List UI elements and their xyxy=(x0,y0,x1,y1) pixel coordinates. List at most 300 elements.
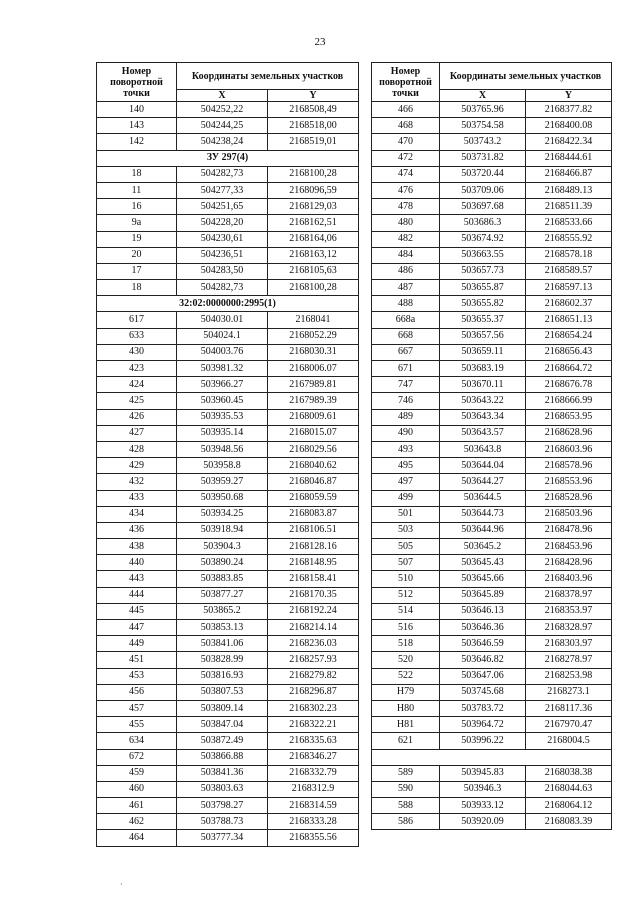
point-number-cell: 9а xyxy=(97,215,177,231)
point-number-cell: 444 xyxy=(97,587,177,603)
table-row xyxy=(97,490,359,506)
y-coordinate-cell: 2168029.56 xyxy=(268,441,359,457)
x-coordinate-cell: 503663.55 xyxy=(440,247,526,263)
x-coordinate-cell: 503643.34 xyxy=(440,409,526,425)
point-number-cell: 438 xyxy=(97,539,177,555)
coordinates-header: Координаты земельных участков xyxy=(440,63,612,90)
y-coordinate-cell: 2168478.96 xyxy=(526,522,612,538)
y-coordinate-cell: 2168555.92 xyxy=(526,231,612,247)
point-number-cell: 747 xyxy=(372,377,440,393)
x-coordinate-cell: 503807.53 xyxy=(177,684,268,700)
x-coordinate-cell: 503655.37 xyxy=(440,312,526,328)
point-number-cell: 482 xyxy=(372,231,440,247)
x-coordinate-cell: 503644.27 xyxy=(440,474,526,490)
y-coordinate-cell: 2167989.39 xyxy=(268,393,359,409)
x-coordinate-cell: 503670.11 xyxy=(440,377,526,393)
point-number-cell: 428 xyxy=(97,441,177,457)
x-coordinate-cell: 503645.43 xyxy=(440,555,526,571)
x-coordinate-cell: 503841.06 xyxy=(177,636,268,652)
x-coordinate-cell: 503877.27 xyxy=(177,587,268,603)
x-coordinate-cell: 503841.36 xyxy=(177,765,268,781)
table-row xyxy=(97,247,359,263)
table-row xyxy=(97,215,359,231)
point-number-cell: 633 xyxy=(97,328,177,344)
y-coordinate-cell: 2168578.96 xyxy=(526,458,612,474)
y-coordinate-cell: 2168346.27 xyxy=(268,749,359,765)
table-row xyxy=(372,636,612,652)
point-number-cell: 499 xyxy=(372,490,440,506)
table-row xyxy=(97,652,359,668)
x-coordinate-cell: 503765.96 xyxy=(440,102,526,118)
section-title: ЗУ 297(4) xyxy=(97,150,359,166)
point-number-cell: 667 xyxy=(372,344,440,360)
x-coordinate-cell: 503745.68 xyxy=(440,684,526,700)
point-number-cell: 478 xyxy=(372,199,440,215)
table-body-left xyxy=(97,102,359,847)
point-number-cell: 507 xyxy=(372,555,440,571)
table-row xyxy=(97,458,359,474)
y-coordinate-cell: 2168328.97 xyxy=(526,620,612,636)
y-coordinate-cell: 2168106.51 xyxy=(268,522,359,538)
x-coordinate-cell: 503743.2 xyxy=(440,134,526,150)
point-number-cell: 672 xyxy=(97,749,177,765)
table-row xyxy=(97,587,359,603)
y-coordinate-cell: 2168597.13 xyxy=(526,280,612,296)
table-row xyxy=(97,668,359,684)
point-number-cell: 474 xyxy=(372,166,440,182)
table-body-right xyxy=(372,102,612,830)
x-coordinate-cell: 503996.22 xyxy=(440,733,526,749)
table-row xyxy=(372,474,612,490)
x-coordinate-cell: 503935.14 xyxy=(177,425,268,441)
table-row xyxy=(97,118,359,134)
point-number-cell: 436 xyxy=(97,522,177,538)
table-row xyxy=(97,765,359,781)
point-number-cell: 487 xyxy=(372,280,440,296)
table-row xyxy=(97,377,359,393)
point-number-cell: 501 xyxy=(372,506,440,522)
y-coordinate-cell: 2168314.59 xyxy=(268,798,359,814)
point-number-header: Номер поворотной точки xyxy=(97,63,177,102)
y-coordinate-cell: 2168164,06 xyxy=(268,231,359,247)
point-number-cell: 490 xyxy=(372,425,440,441)
point-number-cell: 468 xyxy=(372,118,440,134)
x-coordinate-cell: 503646.59 xyxy=(440,636,526,652)
x-coordinate-cell: 503890.24 xyxy=(177,555,268,571)
table-row xyxy=(97,522,359,538)
y-coordinate-cell: 2168038.38 xyxy=(526,765,612,781)
x-coordinate-cell: 504003.76 xyxy=(177,344,268,360)
x-coordinate-cell: 503964.72 xyxy=(440,717,526,733)
empty-row xyxy=(372,749,612,765)
point-number-cell: 493 xyxy=(372,441,440,457)
empty-cell xyxy=(372,749,612,765)
point-number-cell: 447 xyxy=(97,620,177,636)
table-row xyxy=(97,814,359,830)
y-coordinate-cell: 2168059.59 xyxy=(268,490,359,506)
y-coordinate-cell: 2168403.96 xyxy=(526,571,612,587)
table-row xyxy=(372,150,612,166)
x-coordinate-cell: 503683.19 xyxy=(440,361,526,377)
point-number-cell: 142 xyxy=(97,134,177,150)
point-number-cell: 472 xyxy=(372,150,440,166)
section-row xyxy=(97,296,359,312)
y-coordinate-cell: 2168651.13 xyxy=(526,312,612,328)
table-row xyxy=(97,603,359,619)
x-coordinate-cell: 504283,50 xyxy=(177,263,268,279)
point-number-cell: 434 xyxy=(97,506,177,522)
table-row xyxy=(97,474,359,490)
point-number-cell: 588 xyxy=(372,798,440,814)
table-row xyxy=(372,490,612,506)
x-coordinate-cell: 503647.06 xyxy=(440,668,526,684)
point-number-cell: 516 xyxy=(372,620,440,636)
point-number-cell: 671 xyxy=(372,361,440,377)
table-row xyxy=(372,700,612,716)
y-coordinate-cell: 2168422.34 xyxy=(526,134,612,150)
y-coordinate-cell: 2168214.14 xyxy=(268,620,359,636)
x-header: X xyxy=(177,90,268,102)
point-number-cell: 445 xyxy=(97,603,177,619)
point-number-cell: 427 xyxy=(97,425,177,441)
x-coordinate-cell: 504244,25 xyxy=(177,118,268,134)
x-coordinate-cell: 503935.53 xyxy=(177,409,268,425)
y-coordinate-cell: 2168162,51 xyxy=(268,215,359,231)
table-row xyxy=(372,814,612,830)
y-coordinate-cell: 2168553.96 xyxy=(526,474,612,490)
table-row xyxy=(97,798,359,814)
x-coordinate-cell: 503866.88 xyxy=(177,749,268,765)
x-coordinate-cell: 503686.3 xyxy=(440,215,526,231)
y-coordinate-cell: 2168236.03 xyxy=(268,636,359,652)
table-row xyxy=(97,312,359,328)
x-coordinate-cell: 504030.01 xyxy=(177,312,268,328)
y-coordinate-cell: 2168041 xyxy=(268,312,359,328)
table-row xyxy=(372,247,612,263)
table-row xyxy=(97,506,359,522)
table-row xyxy=(97,409,359,425)
x-coordinate-cell: 503777.34 xyxy=(177,830,268,846)
x-coordinate-cell: 503934.25 xyxy=(177,506,268,522)
table-row xyxy=(372,328,612,344)
x-coordinate-cell: 503933.12 xyxy=(440,798,526,814)
point-number-cell: 495 xyxy=(372,458,440,474)
table-row xyxy=(372,441,612,457)
y-coordinate-cell: 2168192.24 xyxy=(268,603,359,619)
table-row xyxy=(372,344,612,360)
point-number-cell: 460 xyxy=(97,781,177,797)
point-number-cell: 423 xyxy=(97,361,177,377)
x-coordinate-cell: 503904.3 xyxy=(177,539,268,555)
table-row xyxy=(97,684,359,700)
x-coordinate-cell: 503847.04 xyxy=(177,717,268,733)
y-coordinate-cell: 2168333.28 xyxy=(268,814,359,830)
point-number-cell: 488 xyxy=(372,296,440,312)
table-row xyxy=(97,393,359,409)
x-coordinate-cell: 503960.45 xyxy=(177,393,268,409)
x-coordinate-cell: 503788.73 xyxy=(177,814,268,830)
table-row xyxy=(97,555,359,571)
point-number-cell: 451 xyxy=(97,652,177,668)
point-number-cell: 476 xyxy=(372,182,440,198)
y-coordinate-cell: 2168083.87 xyxy=(268,506,359,522)
table-row xyxy=(372,296,612,312)
y-coordinate-cell: 2168302.23 xyxy=(268,700,359,716)
table-row xyxy=(372,765,612,781)
point-number-cell: 440 xyxy=(97,555,177,571)
y-coordinate-cell: 2168519,01 xyxy=(268,134,359,150)
table-row xyxy=(97,830,359,846)
table-row xyxy=(97,166,359,182)
table-row xyxy=(372,717,612,733)
x-coordinate-cell: 503645.66 xyxy=(440,571,526,587)
x-coordinate-cell: 503966.27 xyxy=(177,377,268,393)
point-number-cell: 20 xyxy=(97,247,177,263)
x-coordinate-cell: 503646.82 xyxy=(440,652,526,668)
y-coordinate-cell: 2168163,12 xyxy=(268,247,359,263)
x-coordinate-cell: 503853.13 xyxy=(177,620,268,636)
x-coordinate-cell: 503646.13 xyxy=(440,603,526,619)
point-number-cell: 456 xyxy=(97,684,177,700)
y-coordinate-cell: 2168676.78 xyxy=(526,377,612,393)
point-number-cell: 621 xyxy=(372,733,440,749)
table-row xyxy=(97,134,359,150)
table-row xyxy=(372,134,612,150)
table-row xyxy=(97,441,359,457)
table-row xyxy=(97,733,359,749)
table-row xyxy=(372,312,612,328)
point-number-cell: 586 xyxy=(372,814,440,830)
y-coordinate-cell: 2168044.63 xyxy=(526,781,612,797)
point-number-cell: 11 xyxy=(97,182,177,198)
x-coordinate-cell: 503674.92 xyxy=(440,231,526,247)
x-coordinate-cell: 503803.63 xyxy=(177,781,268,797)
table-row xyxy=(97,361,359,377)
x-coordinate-cell: 503644.5 xyxy=(440,490,526,506)
point-number-cell: 143 xyxy=(97,118,177,134)
y-coordinate-cell: 2168444.61 xyxy=(526,150,612,166)
y-coordinate-cell: 2168654.24 xyxy=(526,328,612,344)
point-number-cell: 746 xyxy=(372,393,440,409)
x-header: X xyxy=(440,90,526,102)
point-number-cell: 466 xyxy=(372,102,440,118)
point-number-cell: 590 xyxy=(372,781,440,797)
point-number-cell: 18 xyxy=(97,166,177,182)
y-coordinate-cell: 2168489.13 xyxy=(526,182,612,198)
y-coordinate-cell: 2168046.87 xyxy=(268,474,359,490)
y-coordinate-cell: 2168158.41 xyxy=(268,571,359,587)
table-row xyxy=(97,749,359,765)
point-number-cell: 520 xyxy=(372,652,440,668)
y-coordinate-cell: 2168656.43 xyxy=(526,344,612,360)
y-coordinate-cell: 2168428.96 xyxy=(526,555,612,571)
table-row xyxy=(372,652,612,668)
point-number-cell: Н80 xyxy=(372,700,440,716)
table-row xyxy=(97,182,359,198)
table-row xyxy=(372,425,612,441)
x-coordinate-cell: 504282,73 xyxy=(177,280,268,296)
table-row xyxy=(372,587,612,603)
y-coordinate-cell: 2168533.66 xyxy=(526,215,612,231)
table-row xyxy=(97,425,359,441)
table-row xyxy=(372,781,612,797)
y-coordinate-cell: 2168312.9 xyxy=(268,781,359,797)
table-row xyxy=(372,522,612,538)
point-number-cell: 459 xyxy=(97,765,177,781)
point-number-cell: 16 xyxy=(97,199,177,215)
x-coordinate-cell: 503981.32 xyxy=(177,361,268,377)
point-number-cell: 462 xyxy=(97,814,177,830)
table-row xyxy=(372,733,612,749)
y-header: Y xyxy=(526,90,612,102)
table-row xyxy=(97,700,359,716)
table-row xyxy=(372,280,612,296)
y-coordinate-cell: 2168355.56 xyxy=(268,830,359,846)
point-number-cell: 140 xyxy=(97,102,177,118)
y-coordinate-cell: 2168335.63 xyxy=(268,733,359,749)
x-coordinate-cell: 503646.36 xyxy=(440,620,526,636)
y-coordinate-cell: 2168117.36 xyxy=(526,700,612,716)
table-row xyxy=(97,636,359,652)
y-coordinate-cell: 2168040.62 xyxy=(268,458,359,474)
y-coordinate-cell: 2168466.87 xyxy=(526,166,612,182)
y-coordinate-cell: 2168128.16 xyxy=(268,539,359,555)
x-coordinate-cell: 504228,20 xyxy=(177,215,268,231)
x-coordinate-cell: 503655.87 xyxy=(440,280,526,296)
point-number-cell: 19 xyxy=(97,231,177,247)
table-row xyxy=(97,263,359,279)
point-number-cell: 503 xyxy=(372,522,440,538)
table-row xyxy=(97,539,359,555)
y-header: Y xyxy=(268,90,359,102)
table-row xyxy=(372,555,612,571)
point-number-cell: 432 xyxy=(97,474,177,490)
point-number-cell: 634 xyxy=(97,733,177,749)
y-coordinate-cell: 2168503.96 xyxy=(526,506,612,522)
point-number-header: Номер поворотной точки xyxy=(372,63,440,102)
point-number-cell: 455 xyxy=(97,717,177,733)
x-coordinate-cell: 503643.57 xyxy=(440,425,526,441)
y-coordinate-cell: 2168378.97 xyxy=(526,587,612,603)
point-number-cell: 480 xyxy=(372,215,440,231)
point-number-cell: 429 xyxy=(97,458,177,474)
x-coordinate-cell: 504230,61 xyxy=(177,231,268,247)
table-row xyxy=(372,539,612,555)
point-number-cell: 443 xyxy=(97,571,177,587)
y-coordinate-cell: 2168100,28 xyxy=(268,280,359,296)
point-number-cell: 617 xyxy=(97,312,177,328)
section-title: 32:02:0000000:2995(1) xyxy=(97,296,359,312)
y-coordinate-cell: 2168096,59 xyxy=(268,182,359,198)
section-row xyxy=(97,150,359,166)
x-coordinate-cell: 503798.27 xyxy=(177,798,268,814)
point-number-cell: Н79 xyxy=(372,684,440,700)
y-coordinate-cell: 2168253.98 xyxy=(526,668,612,684)
table-row xyxy=(372,571,612,587)
table-row xyxy=(372,377,612,393)
y-coordinate-cell: 2167970.47 xyxy=(526,717,612,733)
point-number-cell: 589 xyxy=(372,765,440,781)
table-row xyxy=(372,263,612,279)
x-coordinate-cell: 504236,51 xyxy=(177,247,268,263)
x-coordinate-cell: 504238,24 xyxy=(177,134,268,150)
point-number-cell: 457 xyxy=(97,700,177,716)
point-number-cell: 449 xyxy=(97,636,177,652)
y-coordinate-cell: 2168009.61 xyxy=(268,409,359,425)
table-row xyxy=(372,506,612,522)
y-coordinate-cell: 2168129,03 xyxy=(268,199,359,215)
x-coordinate-cell: 503828.99 xyxy=(177,652,268,668)
y-coordinate-cell: 2168453.96 xyxy=(526,539,612,555)
point-number-cell: 470 xyxy=(372,134,440,150)
point-number-cell: 514 xyxy=(372,603,440,619)
table-row xyxy=(372,199,612,215)
y-coordinate-cell: 2168518,00 xyxy=(268,118,359,134)
x-coordinate-cell: 503865.2 xyxy=(177,603,268,619)
y-coordinate-cell: 2168015.07 xyxy=(268,425,359,441)
y-coordinate-cell: 2168004.5 xyxy=(526,733,612,749)
y-coordinate-cell: 2168602.37 xyxy=(526,296,612,312)
x-coordinate-cell: 503643.8 xyxy=(440,441,526,457)
x-coordinate-cell: 503645.2 xyxy=(440,539,526,555)
y-coordinate-cell: 2168603.96 xyxy=(526,441,612,457)
y-coordinate-cell: 2168030.31 xyxy=(268,344,359,360)
x-coordinate-cell: 503816.93 xyxy=(177,668,268,684)
x-coordinate-cell: 503950.68 xyxy=(177,490,268,506)
table-row xyxy=(372,409,612,425)
y-coordinate-cell: 2168353.97 xyxy=(526,603,612,619)
point-number-cell: 510 xyxy=(372,571,440,587)
x-coordinate-cell: 504277,33 xyxy=(177,182,268,198)
coordinates-header: Координаты земельных участков xyxy=(177,63,359,90)
point-number-cell: 18 xyxy=(97,280,177,296)
coordinates-table-right xyxy=(371,62,612,830)
x-coordinate-cell: 503946.3 xyxy=(440,781,526,797)
table-row xyxy=(97,620,359,636)
x-coordinate-cell: 504024.1 xyxy=(177,328,268,344)
table-row xyxy=(97,571,359,587)
y-coordinate-cell: 2168148.95 xyxy=(268,555,359,571)
point-number-cell: 518 xyxy=(372,636,440,652)
table-row xyxy=(372,393,612,409)
point-number-cell: 668 xyxy=(372,328,440,344)
point-number-cell: 484 xyxy=(372,247,440,263)
point-number-cell: 425 xyxy=(97,393,177,409)
y-coordinate-cell: 2168257.93 xyxy=(268,652,359,668)
table-row xyxy=(372,215,612,231)
y-coordinate-cell: 2168296.87 xyxy=(268,684,359,700)
x-coordinate-cell: 504252,22 xyxy=(177,102,268,118)
table-row xyxy=(372,182,612,198)
x-coordinate-cell: 503783.72 xyxy=(440,700,526,716)
table-row xyxy=(97,280,359,296)
y-coordinate-cell: 2168303.97 xyxy=(526,636,612,652)
point-number-cell: 505 xyxy=(372,539,440,555)
x-coordinate-cell: 503754.58 xyxy=(440,118,526,134)
table-row xyxy=(97,199,359,215)
y-coordinate-cell: 2168653.95 xyxy=(526,409,612,425)
point-number-cell: 17 xyxy=(97,263,177,279)
x-coordinate-cell: 503657.73 xyxy=(440,263,526,279)
table-row xyxy=(372,684,612,700)
point-number-cell: Н81 xyxy=(372,717,440,733)
y-coordinate-cell: 2168628.96 xyxy=(526,425,612,441)
y-coordinate-cell: 2168006.07 xyxy=(268,361,359,377)
table-row xyxy=(372,603,612,619)
x-coordinate-cell: 503697.68 xyxy=(440,199,526,215)
y-coordinate-cell: 2168528.96 xyxy=(526,490,612,506)
y-coordinate-cell: 2168511.39 xyxy=(526,199,612,215)
